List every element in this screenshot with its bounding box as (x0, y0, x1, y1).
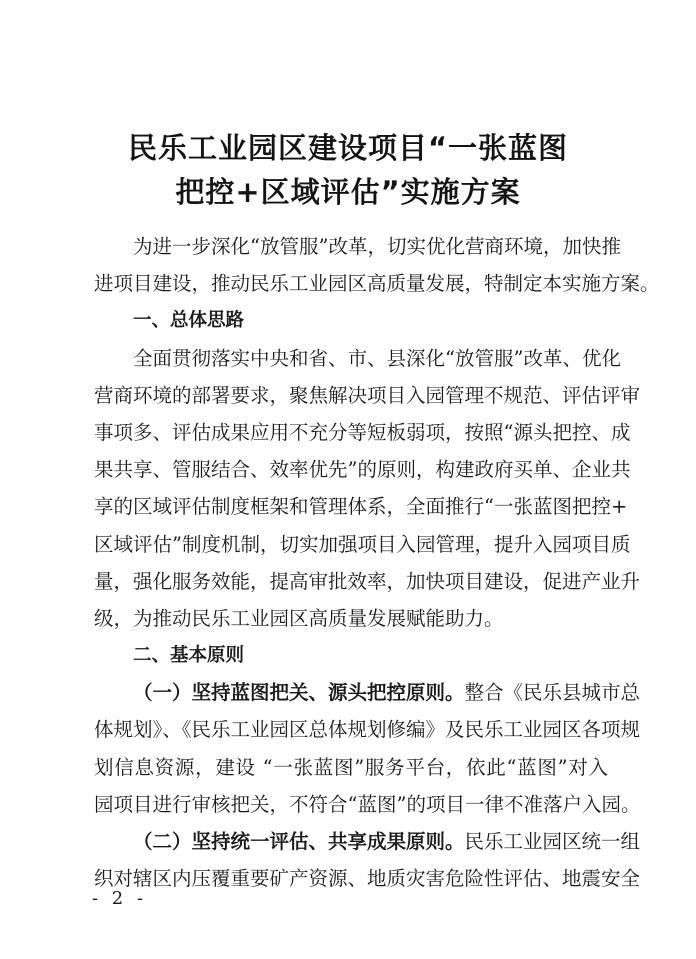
principle-1-text: 整合《民乐县城市总 (464, 681, 641, 705)
document-body (94, 228, 660, 897)
principle-2-first-line (94, 823, 641, 860)
paragraph-line: 全面贯彻落实中央和省、市、县深化“放管服”改革、优化 (133, 346, 621, 370)
principle-2-label: （二）坚持统一评估、共享成果原则。 (133, 830, 465, 853)
document-title-line-2: 把控+区域评估”实施方案 (175, 175, 521, 209)
principle-1-first-line (94, 674, 641, 711)
paragraph-line: 区域评估”制度机制，切实加强项目入园管理，提升入园项目质 (94, 532, 631, 556)
paragraph-line: 事项多、评估成果应用不充分等短板弱项，按照“源头把控、成 (94, 420, 631, 444)
principle-2-text: 民乐工业园区统一组 (464, 830, 641, 853)
paragraph-line: 园项目进行审核把关，不符合“蓝图”的项目一律不准落户入园。 (94, 792, 641, 816)
paragraph-line: 营商环境的部署要求，聚焦解决项目入园管理不规范、评估评审 (94, 383, 641, 407)
principle-1-label: （一）坚持蓝图把关、源头把控原则。 (133, 681, 465, 705)
document-title-line-1: 民乐工业园区建设项目“一张蓝图 (127, 131, 569, 165)
paragraph-line: 体规划》、《民乐工业园区总体规划修编》及民乐工业园区各项规 (94, 718, 641, 742)
paragraph-line: 织对辖区内压覆重要矿产资源、地质灾害危险性评估、地震安全 (94, 867, 641, 891)
paragraph-line: 量，强化服务效能，提高审批效率，加快项目建设，促进产业升 (94, 569, 641, 593)
intro-paragraph-line: 为进一步深化“放管服”改革，切实优化营商环境，加快推 (133, 235, 621, 258)
section-heading-overall-approach: 一、总体思路 (133, 310, 245, 332)
paragraph-line: 享的区域评估制度框架和管理体系，全面推行“一张蓝图把控+ (94, 495, 628, 519)
paragraph-line: 划信息资源，建设 “一张蓝图”服务平台，依此“蓝图”对入 (94, 755, 608, 779)
paragraph-line: 果共享、管服结合、效率优先”的原则，构建政府买单、企业共 (94, 458, 631, 482)
page-number: - 2 - (92, 888, 148, 909)
paragraph-line: 级，为推动民乐工业园区高质量发展赋能助力。 (94, 606, 504, 630)
intro-paragraph-line: 进项目建设，推动民乐工业园区高质量发展，特制定本实施方案。 (94, 272, 660, 296)
section-heading-basic-principles: 二、基本原则 (133, 645, 245, 667)
